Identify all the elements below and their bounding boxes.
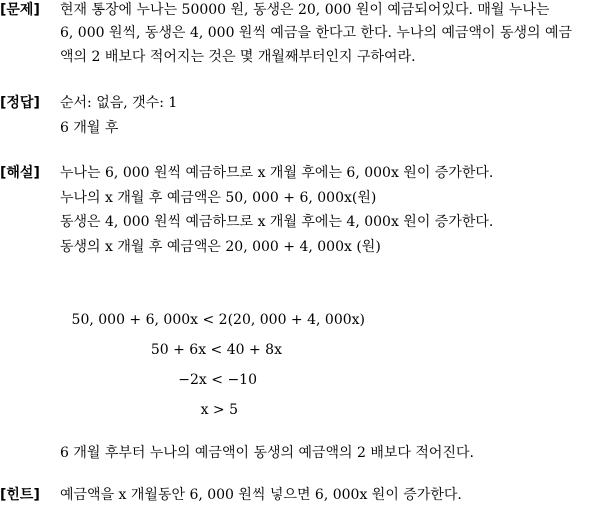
equation-4: x > 5 <box>200 402 238 418</box>
problem-line-1: 현재 통장에 누나는 50000 원, 동생은 20, 000 원이 예금되어있다. 매월 누나는 <box>60 2 550 18</box>
solution-conclusion: 6 개월 후부터 누나의 예금액이 동생의 예금액의 2 배보다 적어진다. <box>60 445 474 461</box>
equation-1: 50, 000 + 6, 000x < 2(20, 000 + 4, 000x) <box>71 312 365 328</box>
answer-tag: [정답] <box>0 95 40 111</box>
problem-line-3: 액의 2 배보다 적어지는 것은 몇 개월째부터인지 구하여라. <box>60 49 416 65</box>
solution-line-1: 누나는 6, 000 원씩 예금하므로 x 개월 후에는 6, 000x 원이 증가한다. <box>60 165 494 181</box>
solution-line-2: 누나의 x 개월 후 예금액은 50, 000 + 6, 000x(원) <box>60 190 377 206</box>
equation-2: 50 + 6x < 40 + 8x <box>150 342 282 358</box>
solution-tag: [해설] <box>0 165 40 181</box>
equation-3: −2x < −10 <box>178 372 257 388</box>
answer-line-1: 순서: 없음, 갯수: 1 <box>60 95 178 111</box>
problem-tag: [문제] <box>0 2 40 18</box>
solution-line-4: 동생의 x 개월 후 예금액은 20, 000 + 4, 000x (원) <box>60 239 381 255</box>
solution-line-3: 동생은 4, 000 원씩 예금하므로 x 개월 후에는 4, 000x 원이 증가한다. <box>60 214 494 230</box>
problem-line-2: 6, 000 원씩, 동생은 4, 000 원씩 예금을 한다고 한다. 누나의 예금액이 동생의 예금 <box>60 25 573 41</box>
answer-line-2: 6 개월 후 <box>60 120 119 136</box>
hint-tag: [힌트] <box>0 487 40 503</box>
hint-line: 예금액을 x 개월동안 6, 000 원씩 넣으면 6, 000x 원이 증가한다. <box>60 487 462 503</box>
